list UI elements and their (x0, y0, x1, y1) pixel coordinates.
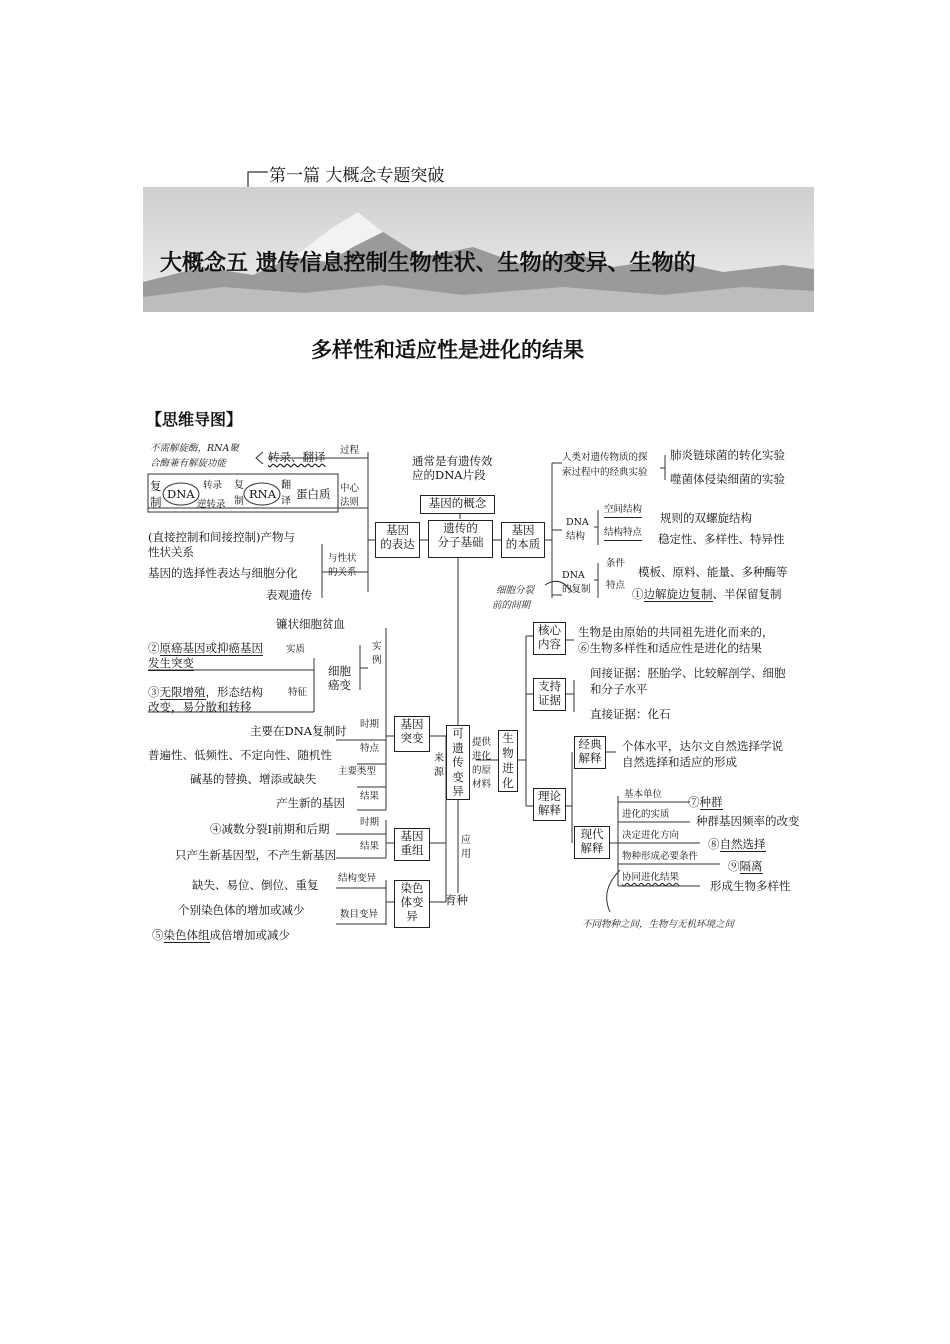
replicate-label: 复 制 (150, 479, 162, 509)
trait-relation-1: (直接控制和间接控制)产物与 (148, 530, 295, 544)
classic-box: 经典 解释 (574, 736, 606, 769)
core-line-1: 生物是由原始的共同祖先进化而来的， (578, 625, 774, 639)
direction-value: ⑧自然选择 (708, 837, 766, 851)
traits-value: 普遍性、低频性、不定向性、随机性 (148, 748, 332, 762)
features-label: 特点 (606, 580, 626, 591)
conditions-label: 条件 (606, 558, 626, 569)
cancer-label: 细胞 癌变 (328, 664, 351, 692)
source-label: 来源 (434, 753, 444, 778)
section-label: 【思维导图】 (146, 410, 243, 429)
provide-material-label: 提供 进化 的原 材料 (472, 737, 492, 790)
series-title: 第一篇 大概念专题突破 (269, 166, 445, 186)
with-trait-label: 与性状 的关系 (328, 553, 357, 578)
structure-feature-label: 结构特点 (604, 526, 642, 541)
cancer-gene-text: ②原癌基因或抑癌基因 (148, 641, 263, 655)
result-value: 产生新的基因 (276, 796, 345, 810)
handwriting-note-2: 合酶兼有解旋功能 (150, 458, 227, 469)
explore-line-1: 人类对遗传物质的探 (562, 452, 648, 463)
transcribe-translate: 转录、翻译 (268, 450, 326, 464)
gene-expression-box: 基因 的表达 (375, 522, 420, 558)
molecular-basis-box: 遗传的 分子基础 (428, 520, 493, 558)
species-value: ⑨隔离 (728, 859, 763, 873)
dna-label: DNA (167, 487, 195, 501)
dna-structure-label: DNA 结构 (566, 517, 589, 542)
dna-replication-label: DNA 的复制 (562, 570, 591, 595)
selective-expression: 基因的选择性表达与细胞分化 (148, 566, 298, 580)
recomb-result-value: 只产生新基因型，不产生新基因 (175, 848, 336, 862)
reverse-transcription-label: 逆转录 (197, 499, 226, 510)
chrom-set-value: ⑤染色体组成倍增加或减少 (152, 928, 290, 942)
chromosome-variation-box: 染色 体变 异 (394, 880, 430, 928)
theory-box: 理论 解释 (533, 788, 566, 821)
direct-evidence: 直接证据：化石 (590, 707, 671, 721)
recomb-result-label: 结果 (360, 841, 380, 852)
evolution-box: 生 物 进 化 (498, 730, 518, 792)
chapter-title-line1: 大概念五 遗传信息控制生物性状、生物的变异、生物的 (160, 251, 696, 276)
gene-concept-note: 通常是有遗传效 应的DNA片段 (412, 454, 493, 482)
recomb-period-label: 时期 (360, 817, 380, 828)
result-label: 结果 (360, 791, 380, 802)
spatial-structure-label: 空间结构 (604, 503, 642, 518)
hw-note-division-2: 前的间期 (492, 600, 531, 611)
direction-label: 决定进化方向 (622, 830, 680, 841)
unlimited-text: ③无限增殖，形态结构 (148, 685, 263, 699)
essence-label: 实质 (286, 644, 306, 655)
timing-value: 主要在DNA复制时 (250, 724, 347, 738)
gene-mutation-box: 基因 突变 (394, 716, 430, 752)
hw-note-division-1: 细胞分裂 (496, 585, 535, 596)
application-label: 应用 (461, 835, 471, 860)
recomb-period-value: ④减数分裂Ⅰ前期和后期 (210, 822, 330, 836)
rna-label: RNA (249, 487, 277, 501)
struct-variation-label: 结构变异 (338, 873, 377, 884)
process-label: 过程 (340, 445, 360, 456)
gene-recombination-box: 基因 重组 (394, 828, 430, 861)
double-helix: 规则的双螺旋结构 (660, 511, 752, 525)
central-dogma-label: 中心 法则 (340, 483, 360, 508)
explore-line-2: 索过程中的经典实验 (562, 467, 648, 478)
types-value: 碱基的替换、增添或缺失 (190, 772, 317, 786)
cancer-gene-mutation: 发生突变 (148, 656, 194, 670)
unit-value: ⑦种群 (688, 795, 723, 809)
support-evidence-box: 支持 证据 (533, 678, 566, 711)
heritable-variation-box: 可 遗 传 变 异 (446, 725, 470, 800)
core-line-2: ⑥生物多样性和适应性是进化的结果 (578, 641, 762, 655)
epigenetics: 表观遗传 (266, 588, 312, 602)
essence-label-evo: 进化的实质 (622, 809, 670, 820)
number-variation-label: 数目变异 (340, 909, 379, 920)
timing-label: 时期 (360, 719, 380, 730)
breeding-label: 育种 (445, 893, 468, 907)
individual-chrom-value: 个别染色体的增加或减少 (178, 903, 305, 917)
sickle-cell: 镰状细胞贫血 (276, 617, 345, 631)
essence-value-evo: 种群基因频率的改变 (696, 814, 800, 828)
chapter-title-line2: 多样性和适应性是进化的结果 (311, 338, 584, 362)
indirect-evidence-1: 间接证据：胚胎学、比较解剖学、细胞 (590, 666, 786, 680)
hw-note-bottom: 不同物种之间，生物与无机环境之间 (582, 919, 735, 930)
handwriting-note-1: 不需解旋酶，RNA聚 (150, 443, 239, 454)
experiment-phage: 噬菌体侵染细菌的实验 (670, 472, 785, 486)
modern-box: 现代 解释 (574, 826, 610, 859)
conditions-value: 模板、原料、能量、多种酶等 (638, 565, 788, 579)
struct-variation-value: 缺失、易位、倒位、重复 (192, 878, 319, 892)
rna-replicate-label: 复 制 (234, 480, 244, 507)
experiment-pneumococcus: 肺炎链球菌的转化实验 (670, 448, 785, 462)
transcription-label: 转录 (203, 480, 223, 491)
example-label: 实 例 (372, 641, 382, 666)
classic-line-2: 自然选择和适应的形成 (622, 755, 737, 769)
coevolution-value: 形成生物多样性 (710, 879, 791, 893)
indirect-evidence-2: 和分子水平 (590, 682, 648, 696)
stability-text: 稳定性、多样性、特异性 (658, 532, 785, 546)
trait-relation-2: 性状关系 (148, 545, 194, 559)
classic-line-1: 个体水平，达尔文自然选择学说 (622, 739, 783, 753)
coevolution-label: 协同进化结果 (622, 872, 680, 883)
core-content-box: 核心 内容 (533, 622, 566, 655)
feature-label: 特征 (288, 687, 308, 698)
unlimited-text-2: 改变，易分散和转移 (148, 700, 252, 714)
gene-concept-box: 基因的概念 (420, 495, 495, 514)
types-label: 主要类型 (338, 766, 377, 777)
translate-label: 翻 译 (281, 480, 291, 507)
features-value: ①边解旋边复制、半保留复制 (632, 587, 782, 601)
gene-essence-box: 基因 的本质 (501, 522, 545, 558)
traits-label: 特点 (360, 743, 380, 754)
unit-label: 基本单位 (624, 789, 663, 800)
protein-label: 蛋白质 (296, 487, 331, 501)
species-label: 物种形成必要条件 (622, 851, 699, 862)
